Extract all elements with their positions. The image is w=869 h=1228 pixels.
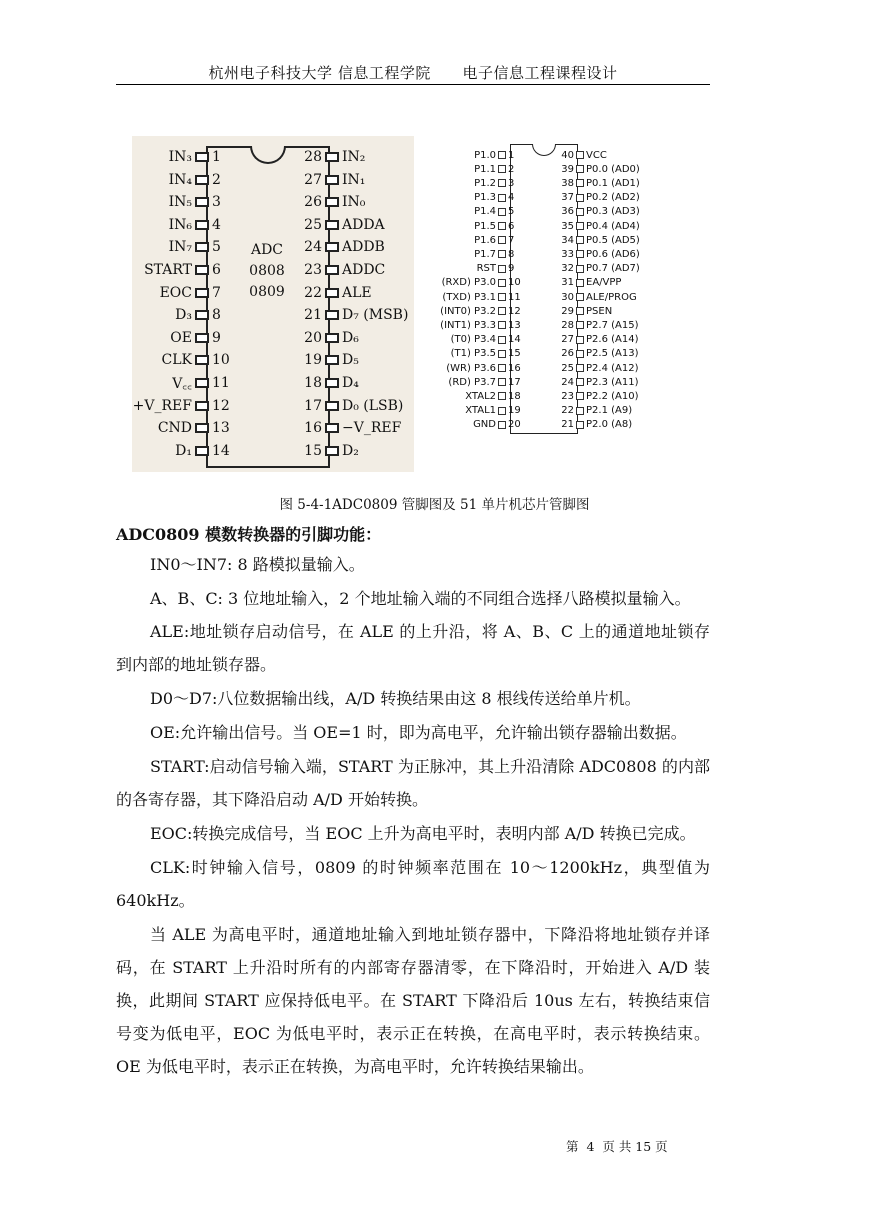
pin-number: 29 [561, 305, 574, 317]
pin-number: 25 [304, 216, 322, 233]
pin-number: 37 [561, 192, 574, 204]
pin-pad [498, 151, 506, 159]
pin-number: 27 [561, 334, 574, 346]
pin-number: 17 [304, 397, 322, 414]
pin-pad [576, 179, 584, 187]
pin-pad [576, 151, 584, 159]
pin-row [144, 259, 230, 281]
pin-label: P1.7 [474, 248, 496, 260]
pin-pad [195, 446, 209, 456]
pin-row [175, 440, 230, 462]
mcu51-pinout [432, 136, 696, 436]
pin-label: (T1) P3.5 [450, 348, 496, 360]
pin-label: P2.4 (A12) [586, 362, 639, 374]
adc-chip-name [240, 240, 294, 303]
pin-row [560, 389, 638, 403]
pin-number: 13 [508, 319, 521, 331]
pin-row [477, 262, 522, 276]
pin-row [474, 205, 522, 219]
pin-pad [576, 392, 584, 400]
pin-number: 3 [508, 177, 515, 189]
pin-label: ADDB [342, 239, 385, 256]
pin-row [473, 418, 522, 432]
pin-row [560, 333, 638, 347]
pin-row [304, 395, 403, 417]
pin-pad [498, 194, 506, 202]
pin-pad [195, 333, 209, 343]
pin-row [304, 169, 365, 191]
pin-label: (INT0) P3.2 [440, 305, 496, 317]
pin-pad [325, 220, 339, 230]
pin-pad [576, 350, 584, 358]
pin-pad [325, 355, 339, 365]
pin-row [304, 349, 359, 371]
pin-label: (WR) P3.6 [446, 362, 496, 374]
pin-label: RST [476, 263, 496, 275]
pin-pad [498, 350, 506, 358]
pin-number: 7 [212, 284, 221, 301]
pin-label: VCC [586, 149, 607, 161]
pin-number: 14 [508, 334, 521, 346]
page-header [116, 62, 710, 85]
pin-row [169, 214, 230, 236]
adc-name-line: 0809 [249, 284, 285, 300]
pin-row [304, 236, 385, 258]
pin-label: +V_REF [132, 397, 192, 414]
pin-row [560, 361, 638, 375]
pin-number: 30 [561, 291, 574, 303]
pin-number: 19 [304, 352, 322, 369]
pin-row [442, 290, 522, 304]
pin-pad [325, 333, 339, 343]
pin-label: P2.3 (A11) [586, 376, 639, 388]
pin-label: D₃ [175, 307, 192, 324]
pin-label: P0.6 (AD6) [586, 248, 640, 260]
pin-row [560, 347, 638, 361]
pin-number: 26 [304, 194, 322, 211]
pin-pad [576, 165, 584, 173]
pin-row [162, 349, 230, 371]
pin-label: P2.6 (A14) [586, 334, 639, 346]
pin-pad [498, 208, 506, 216]
pin-pad [576, 194, 584, 202]
pin-row [440, 318, 522, 332]
pin-pad [576, 307, 584, 315]
pin-pad [498, 165, 506, 173]
pin-label: D₇ (MSB) [342, 307, 409, 324]
pin-pad [195, 378, 209, 388]
pin-pad [195, 242, 209, 252]
paragraph: OE:允许输出信号。当 OE=1 时，即为高电平，允许输出锁存器输出数据。 [150, 723, 687, 742]
pin-row [172, 372, 230, 394]
pin-row [304, 372, 359, 394]
pin-number: 40 [561, 149, 574, 161]
pin-pad [576, 265, 584, 273]
pin-number: 20 [508, 419, 521, 431]
pin-row [304, 191, 365, 213]
pin-label: D₂ [342, 442, 359, 459]
pin-row [560, 191, 640, 205]
pin-label: IN₁ [342, 171, 366, 188]
pin-label: P0.4 (AD4) [586, 220, 640, 232]
pin-label: P1.6 [474, 234, 496, 246]
pin-label: P1.5 [474, 220, 496, 232]
pin-number: 28 [304, 149, 322, 165]
pin-pad [325, 446, 339, 456]
pin-pad [576, 407, 584, 415]
pin-pad [498, 392, 506, 400]
pin-number: 28 [561, 319, 574, 331]
pin-number: 20 [304, 329, 322, 346]
pin-label: EA/VPP [586, 277, 622, 289]
pin-pad [498, 265, 506, 273]
pin-pad [325, 242, 339, 252]
pin-label: XTAL1 [465, 405, 496, 417]
pin-pad [498, 336, 506, 344]
pin-pad [576, 222, 584, 230]
pin-label: CLK [161, 352, 192, 369]
pin-number: 38 [561, 177, 574, 189]
pin-label: (INT1) P3.3 [440, 319, 496, 331]
pin-number: 3 [212, 194, 221, 211]
pin-row [169, 169, 230, 191]
pin-row [560, 233, 640, 247]
pin-number: 1 [508, 149, 515, 161]
paragraph: D0～D7:八位数据输出线，A/D 转换结果由这 8 根线传送给单片机。 [150, 689, 641, 708]
pin-pad [498, 307, 506, 315]
pin-label: P1.4 [474, 206, 496, 218]
paragraph: EOC:转换完成信号，当 EOC 上升为高电平时，表明内部 A/D 转换已完成。 [150, 824, 696, 843]
pin-number: 26 [561, 348, 574, 360]
pin-label: P1.2 [474, 177, 496, 189]
pin-label: D₁ [175, 442, 192, 459]
pin-number: 12 [508, 305, 521, 317]
pin-label: V꜀꜀ [172, 375, 192, 392]
pin-row [560, 176, 640, 190]
pin-label: START [144, 262, 192, 278]
pin-number: 23 [304, 262, 322, 278]
header-left: 杭州电子科技大学 信息工程学院 [208, 64, 431, 82]
page-footer: 第 4 页 共 15 页 [566, 1139, 668, 1154]
pin-number: 5 [508, 206, 515, 218]
pin-label: P1.1 [474, 163, 496, 175]
paragraph: START:启动信号输入端，START 为正脉冲，其上升沿清除 ADC0808 的内部的各寄存器，其下降沿启动 A/D 开始转换。 [116, 757, 710, 809]
pin-number: 18 [304, 375, 322, 391]
pin-row [160, 282, 230, 304]
pin-label: D₆ [342, 329, 359, 346]
pin-pad [576, 236, 584, 244]
pin-pad [576, 279, 584, 287]
pin-pad [498, 421, 506, 429]
pin-row [304, 146, 365, 168]
pin-label: P2.0 (A8) [586, 419, 633, 431]
pin-number: 32 [561, 263, 574, 275]
pin-row [169, 146, 230, 168]
pin-row [474, 162, 522, 176]
pin-number: 17 [508, 376, 521, 388]
pin-pad [195, 310, 209, 320]
pin-pad [576, 321, 584, 329]
paragraph: A、B、C: 3 位地址输入，2 个地址输入端的不同组合选择八路模拟量输入。 [150, 589, 691, 608]
pin-label: P0.2 (AD2) [586, 192, 640, 204]
pin-row [474, 176, 522, 190]
pin-number: 36 [561, 206, 574, 218]
pin-row [169, 236, 230, 258]
pin-pad [195, 423, 209, 433]
pin-row [560, 247, 640, 261]
pin-number: 24 [304, 239, 322, 256]
pin-row [158, 417, 230, 439]
pin-number: 6 [212, 262, 221, 278]
pin-row [304, 417, 401, 439]
pin-label: ALE [342, 284, 372, 301]
pin-pad [498, 279, 506, 287]
pin-pad [498, 222, 506, 230]
pin-pad [325, 401, 339, 411]
pin-row [465, 389, 522, 403]
pin-pad [325, 288, 339, 298]
pin-row [560, 375, 638, 389]
pin-pad [195, 401, 209, 411]
pin-pad [498, 293, 506, 301]
pin-label: IN₂ [342, 149, 366, 165]
pin-pad [195, 265, 209, 275]
pin-row [560, 162, 640, 176]
pin-row [560, 205, 640, 219]
pin-row [448, 375, 522, 389]
pin-label: PSEN [586, 305, 613, 317]
pin-number: 4 [212, 216, 221, 233]
pin-row [304, 440, 359, 462]
pin-pad [325, 310, 339, 320]
pin-label: IN₆ [168, 216, 192, 233]
adc0809-pinout [132, 136, 414, 472]
pin-number: 21 [561, 419, 574, 431]
pin-label: P2.7 (A15) [586, 319, 639, 331]
pin-label: (TXD) P3.1 [442, 291, 496, 303]
pin-label: (RD) P3.7 [448, 376, 496, 388]
pin-pad [498, 364, 506, 372]
pinout-figure [132, 136, 692, 472]
pin-row [446, 361, 522, 375]
pin-label: CND [157, 420, 192, 437]
adc-name-line: 0808 [249, 263, 285, 279]
pin-label: IN₄ [168, 171, 192, 188]
pin-row [304, 214, 385, 236]
pin-pad [576, 364, 584, 372]
pin-row [560, 148, 607, 162]
paragraph: IN0～IN7: 8 路模拟量输入。 [150, 555, 365, 574]
pin-label: D₀ (LSB) [342, 397, 404, 414]
pin-number: 1 [212, 149, 221, 165]
pin-row [304, 259, 385, 281]
pin-pad [195, 288, 209, 298]
pin-label: XTAL2 [465, 390, 496, 402]
pin-number: 4 [508, 192, 515, 204]
pin-label: OE [170, 329, 192, 346]
pin-pad [195, 220, 209, 230]
pin-number: 19 [508, 405, 521, 417]
pin-label: P0.3 (AD3) [586, 206, 640, 218]
pin-number: 13 [212, 420, 230, 437]
pin-row [465, 404, 522, 418]
pin-row [560, 262, 640, 276]
pin-row [440, 304, 522, 318]
pin-pad [325, 378, 339, 388]
figure-caption: 图 5-4-1ADC0809 管脚图及 51 单片机芯片管脚图 [279, 497, 590, 513]
pin-row [560, 404, 632, 418]
pin-pad [498, 378, 506, 386]
pin-pad [498, 321, 506, 329]
pin-number: 15 [508, 348, 521, 360]
pin-number: 9 [508, 263, 515, 275]
pin-row [169, 191, 230, 213]
pin-pad [195, 152, 209, 162]
pin-label: P0.5 (AD5) [586, 234, 640, 246]
pin-pad [325, 423, 339, 433]
pin-pad [195, 175, 209, 185]
pin-row [133, 395, 230, 417]
paragraph: CLK:时钟输入信号，0809 的时钟频率范围在 10～1200kHz，典型值为 640kHz。 [116, 858, 710, 910]
pin-label: EOC [159, 284, 192, 301]
pin-label: IN₀ [342, 194, 366, 211]
pin-label: D₅ [342, 352, 359, 369]
pin-label: IN₇ [168, 239, 192, 256]
pin-number: 7 [508, 234, 515, 246]
pin-number: 2 [212, 171, 221, 188]
pin-number: 22 [561, 405, 574, 417]
pin-pad [576, 378, 584, 386]
pin-number: 16 [304, 420, 322, 437]
pin-number: 15 [304, 442, 322, 459]
pin-pad [576, 250, 584, 258]
pin-number: 14 [212, 442, 230, 459]
pin-number: 27 [304, 171, 322, 188]
pin-number: 39 [561, 163, 574, 175]
pin-number: 10 [212, 352, 230, 369]
paragraph: 当 ALE 为高电平时，通道地址输入到地址锁存器中，下降沿将地址锁存并译码，在 START 上升沿时所有的内部寄存器清零，在下降沿时，开始进入 A/D 装换，此期间 START 应保持低电平。在 START 下降沿后 10us 左右，转换结束信号变为低电平，EOC 为低电平时，表示正在转换，在高电平时，表示转换结束。OE 为低电平时，表示正在转换，为高电平时，允许转换结果输出。 [116, 925, 710, 1076]
pin-label: P1.0 [474, 149, 496, 161]
pin-row [474, 247, 522, 261]
pin-number: 6 [508, 220, 515, 232]
pin-row [560, 290, 637, 304]
pin-label: P0.0 (AD0) [586, 163, 640, 175]
pin-row [451, 333, 522, 347]
pin-label: D₄ [342, 375, 359, 391]
paragraph: ALE:地址锁存启动信号，在 ALE 的上升沿，将 A、B、C 上的通道地址锁存到内部的地址锁存器。 [116, 622, 710, 674]
pin-row [304, 282, 372, 304]
pin-number: 35 [561, 220, 574, 232]
pin-label: IN₃ [168, 149, 192, 165]
pin-row [474, 191, 522, 205]
pin-row [175, 304, 230, 326]
pin-row [304, 304, 408, 326]
pin-label: GND [473, 419, 496, 431]
pin-number: 22 [304, 284, 322, 301]
pin-pad [576, 293, 584, 301]
pin-pad [498, 236, 506, 244]
pin-number: 18 [508, 390, 521, 402]
pin-row [474, 233, 522, 247]
adc-name-line: ADC [250, 242, 284, 258]
pin-label: ADDA [342, 216, 385, 233]
pin-number: 34 [561, 234, 574, 246]
section-title: ADC0809 模数转换器的引脚功能： [116, 525, 382, 544]
pin-label: P2.5 (A13) [586, 348, 639, 360]
pin-row [560, 304, 612, 318]
pin-row [474, 219, 522, 233]
header-right: 电子信息工程课程设计 [462, 64, 618, 82]
pin-number: 33 [561, 248, 574, 260]
pin-number: 25 [561, 362, 574, 374]
pin-number: 9 [212, 329, 221, 346]
pin-pad [325, 175, 339, 185]
pin-label: (T0) P3.4 [450, 334, 496, 346]
pin-row [560, 276, 621, 290]
pin-label: (RXD) P3.0 [441, 277, 496, 289]
pin-pad [195, 197, 209, 207]
pin-pad [325, 197, 339, 207]
pin-label: −V_REF [342, 420, 402, 437]
pin-pad [498, 179, 506, 187]
pin-row [442, 276, 522, 290]
pin-pad [325, 152, 339, 162]
pin-label: P2.1 (A9) [586, 405, 633, 417]
pin-row [474, 148, 522, 162]
pin-label: P0.7 (AD7) [586, 263, 640, 275]
pin-pad [576, 336, 584, 344]
pin-label: ADDC [342, 262, 386, 278]
pin-label: P1.3 [474, 192, 496, 204]
pin-number: 5 [212, 239, 221, 256]
pin-pad [498, 250, 506, 258]
pin-number: 21 [304, 307, 322, 324]
pin-label: P2.2 (A10) [586, 390, 639, 402]
pin-row [451, 347, 522, 361]
pin-number: 31 [561, 277, 574, 289]
pin-label: IN₅ [168, 194, 192, 211]
pin-number: 23 [561, 390, 574, 402]
pin-label: ALE/PROG [586, 291, 637, 303]
pin-row [170, 327, 230, 349]
pin-number: 16 [508, 362, 521, 374]
pin-pad [576, 208, 584, 216]
pin-row [560, 418, 632, 432]
pin-number: 24 [561, 376, 574, 388]
pin-label: P0.1 (AD1) [586, 177, 640, 189]
pin-number: 11 [508, 291, 521, 303]
pin-pad [498, 407, 506, 415]
pin-row [560, 318, 638, 332]
pin-pad [576, 421, 584, 429]
pin-number: 11 [212, 375, 230, 391]
pin-number: 8 [508, 248, 515, 260]
pin-pad [325, 265, 339, 275]
pin-number: 12 [212, 397, 230, 414]
pin-number: 8 [212, 307, 221, 324]
pin-number: 2 [508, 163, 515, 175]
pin-row [304, 327, 359, 349]
pin-row [560, 219, 640, 233]
pin-number: 10 [508, 277, 521, 289]
pin-pad [195, 355, 209, 365]
